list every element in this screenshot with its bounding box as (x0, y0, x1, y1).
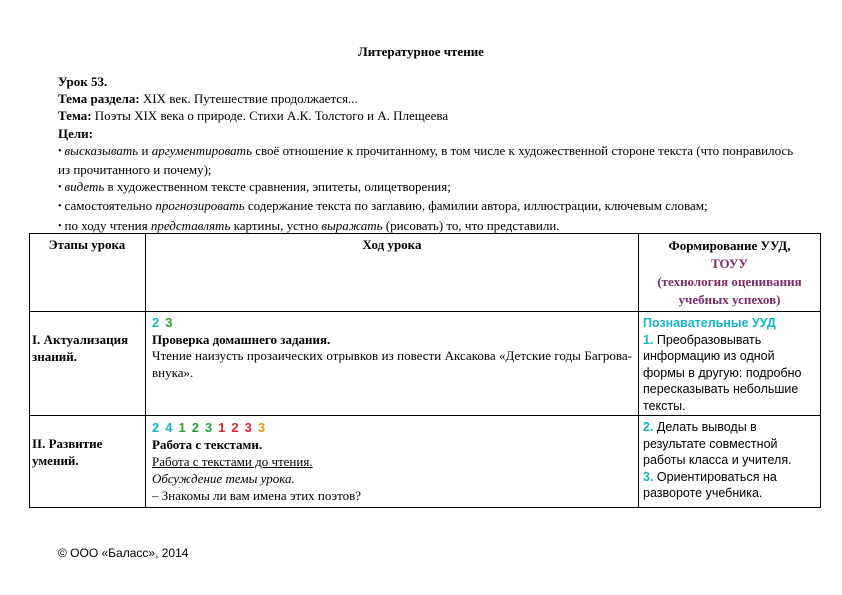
row2-progress (152, 419, 632, 504)
section-label: Тема раздела: (58, 91, 140, 107)
goal-verb: представлять (150, 217, 231, 233)
copyright-footer: © ООО «Баласс», 2014 (58, 546, 189, 560)
goal-item (58, 178, 798, 197)
row1-uud-item (643, 332, 817, 415)
table-border (29, 415, 821, 416)
row1-heading: Проверка домашнего задания. (152, 331, 331, 347)
goal-text: в художественном тексте сравнения, эпитеты, олицетворения; (104, 179, 451, 195)
number-marker: 3 (257, 420, 266, 435)
goal-verb: видеть (64, 179, 105, 195)
row1-numbers (152, 315, 632, 332)
row1-uud-title: Познавательные УУД (643, 316, 776, 330)
goal-item (58, 197, 798, 216)
row2-sub-italic: Обсуждение темы урока. (152, 471, 295, 486)
header-uud (639, 237, 820, 309)
table-border (29, 233, 821, 234)
row2-uud-item (643, 419, 817, 469)
row2-sub-underline: Работа с текстами до чтения. (152, 454, 313, 469)
row2-question: – Знакомы ли вам имена этих поэтов? (152, 488, 362, 503)
header-uud-toyu: ТОУУ (711, 256, 748, 271)
goals-label: Цели: (58, 125, 93, 141)
uud-text: Ориентироваться на развороте учебника. (643, 469, 777, 500)
row2-uud (643, 419, 817, 502)
row1-text: Чтение наизусть прозаических отрывков из повести Аксакова «Детские годы Багрова-внука». (152, 348, 632, 380)
uud-number: 1. (643, 332, 654, 347)
header-uud-title: Формирование УУД, (668, 238, 791, 253)
uud-number: 2. (643, 420, 654, 434)
goal-text: содержание текста по заглавию, фамилии автора, иллюстрации, ключевым словам; (244, 198, 708, 214)
table-border (29, 507, 821, 508)
document-title: Литературное чтение (358, 44, 484, 59)
goal-item (58, 142, 798, 178)
number-marker: 2 (231, 420, 239, 435)
uud-number: 3. (643, 469, 654, 484)
lesson-table (29, 233, 821, 508)
goal-text: и (138, 142, 152, 158)
goal-text: своё отношение к прочитанному, в том числе к художественной стороне текста (что понравилось из прочитанного и почему); (58, 142, 794, 178)
section-line (58, 90, 798, 107)
goal-verb: аргументировать (151, 142, 252, 158)
number-marker: 1 (218, 420, 226, 435)
theme-label: Тема: (58, 108, 92, 124)
row1-uud (643, 315, 817, 414)
number-marker: 2 (152, 420, 160, 435)
theme-value: Поэты XIX века о природе. Стихи А.К. Толстого и А. Плещеева (94, 108, 449, 124)
lesson-meta (58, 73, 798, 236)
row1-progress (152, 315, 632, 381)
uud-text: Делать выводы в результате совместной работы класса и учителя. (643, 420, 792, 467)
goal-verb: прогнозировать (155, 198, 245, 214)
header-stages: Этапы урока (48, 237, 126, 252)
row1-stage: I. Актуализация знаний. (32, 332, 129, 364)
row2-stage: II. Развитие умений. (32, 436, 103, 468)
number-marker: 3 (165, 315, 173, 330)
uud-text: Преобразовывать информацию из одной формы в другую: подробно пересказывать небольшие тексты. (643, 332, 802, 413)
table-border (29, 233, 30, 508)
goal-text: по ходу чтения (64, 217, 151, 233)
goal-verb: выражать (321, 217, 383, 233)
goal-text: самостоятельно (64, 198, 156, 214)
row2-numbers (152, 419, 632, 436)
header-progress: Ход урока (362, 237, 422, 252)
lesson-number: Урок 53. (58, 74, 108, 89)
number-marker: 4 (165, 420, 173, 435)
number-marker: 2 (152, 315, 160, 330)
header-uud-sub: (технология оценивания учебных успехов) (657, 274, 802, 307)
number-marker: 2 (191, 420, 199, 435)
number-marker: 1 (178, 420, 186, 435)
goal-text: картины, устно (230, 217, 322, 233)
table-border (145, 233, 146, 508)
table-border (29, 311, 821, 312)
row2-uud-item (643, 469, 817, 502)
section-value: XIX век. Путешествие продолжается... (142, 91, 358, 107)
table-border (820, 233, 821, 508)
row2-heading: Работа с текстами. (152, 437, 263, 452)
goal-text: (рисовать) то, что представили. (382, 217, 560, 233)
theme-line (58, 107, 798, 124)
number-marker: 3 (244, 420, 252, 435)
goal-verb: высказывать (64, 142, 139, 158)
number-marker: 3 (204, 420, 213, 435)
